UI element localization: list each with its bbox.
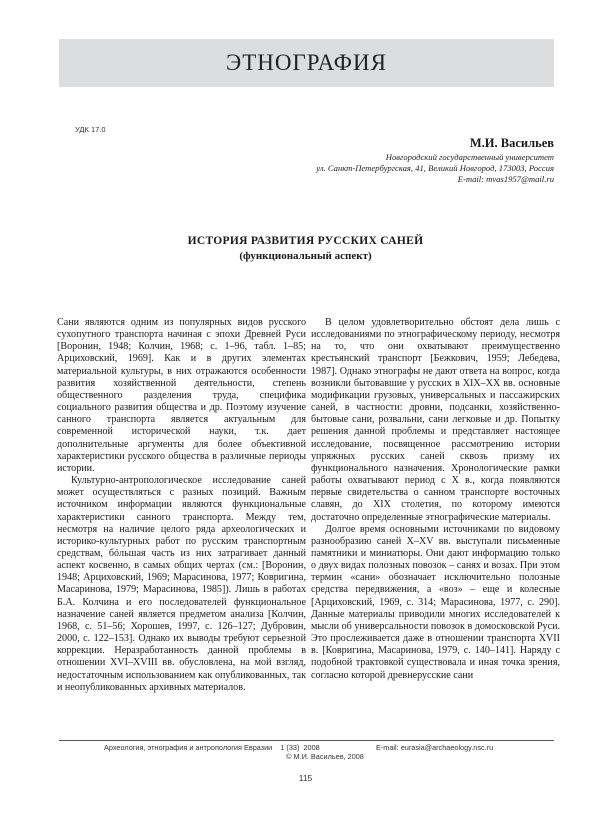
- article-title: ИСТОРИЯ РАЗВИТИЯ РУССКИХ САНЕЙ: [187, 235, 424, 247]
- paragraph: Культурно-антропологическое исследование саней может осуществляться с разных позиций. Важным источником информации являются функциональные характеристики санного транспорта. Между тем, несмотря на наличие целого ряда археологических и историко-культурных работ по русским транспортным средствам, бóльшая часть из них затрагивает данный аспект косвенно, в самых общих чертах (см.: [Воронин, 1948; Арциховский, 1969; Марасинова, 1977; Ковригина, Масаринова, 1979; Марасинова, 1985]). Лишь в работах Б.А. Колчина и его последователей функциональное назначение саней является предметом анализа [Колчин, 1968, с. 51–56; Хорошев, 1997, с. 126–127; Дубровин, 2000, с. 122–153]. Однако их выводы требуют серьезной коррекции. Неразработанность данной проблемы в отношении XVI–XVIII вв. обусловлена, на мой взгляд, недостаточным использованием как опубликованных, так и неопубликованных архивных материалов.: [57, 475, 306, 693]
- section-banner: [59, 39, 554, 87]
- article-subtitle: (функциональный аспект): [239, 250, 372, 262]
- page-number: 115: [298, 773, 313, 783]
- paragraph: В целом удовлетворительно обстоят дела лишь с исследованиями по этнографическому периоду, несмотря на то, что они охватывают преимущественно крестьянский транспорт [Бежкович, 1959; Лебедева, 1987]. Однако этнографы не дают ответа на вопрос, когда возникли бытовавшие у русских в XIX–XX вв. основные модификации грузовых, универсальных и пассажирских саней, в частности: дровни, подсанки, хозяйственно-бытовые сани, розвальни, сани легковые и др. Попытку решения данной проблемы и представляет настоящее исследование, посвященное рассмотрению истории упряжных русских саней сквозь призму их функционального назначения. Хронологические рамки работы охватывают период с X в., когда появляются первые свидетельства о санном транспорте восточных славян, до XIX столетия, по которому имеются достаточно определенные этнографические материалы.: [311, 317, 560, 523]
- udk-code: УДК 17.0: [75, 125, 106, 134]
- section-title: ЭТНОГРАФИЯ: [226, 50, 387, 75]
- author-email[interactable]: E-mail: mvas1957@mail.ru: [457, 174, 554, 184]
- paragraph: Сани являются одним из популярных видов русского сухопутного транспорта начиная с эпохи Древней Руси [Воронин, 1948; Колчин, 1968; с. 1–96, табл. 1–85; Арциховский, 1969]. Как и в других элементах материальной культуры, в них отражаются особенности развития хозяйственной деятельности, степень общественного разделения труда, специфика социального развития общества и др. Поэтому изучение санного транспорта является актуальным для современной исторической науки, т.к. дает дополнительные аргументы для более объективной характеристики русского общества в различные периоды истории.: [57, 317, 306, 474]
- journal-email[interactable]: E-mail: eurasia@archaeology.nsc.ru: [376, 743, 494, 752]
- author-name: М.И. Васильев: [469, 136, 554, 150]
- footer-divider: [59, 740, 554, 741]
- article-title-block: [0, 233, 611, 264]
- paragraph: Долгое время основными источниками по видовому разнообразию саней X–XV вв. выступали письменные памятники и миниатюры. Они дают информацию только о двух видах полозных повозок – санях и возах. При этом термин «сани» обозначает исключительно полозные средства передвижения, а «воз» – еще и колесные [Арциховский, 1969, с. 314; Марасинова, 1977, с. 290]. Данные материалы приводили многих исследователей к мысли об универсальности повозок в домосковской Руси. Это прослеживается даже в отношении транспорта XVII в. [Ковригина, Масаринова, 1979, с. 140–141]. Наряду с подобной трактовкой существовала и иная точка зрения, согласно которой древнерусские сани: [311, 523, 560, 681]
- author-block: [316, 136, 554, 185]
- author-affiliation: Новгородский государственный университет: [385, 152, 554, 162]
- author-address: ул. Санкт-Петербургская, 41, Великий Новгород, 173003, Россия: [316, 163, 554, 173]
- journal-citation: Археология, этнография и антропология Евразии 1 (33) 2008: [104, 743, 320, 752]
- body-right-column: [311, 317, 560, 682]
- copyright-notice: © М.И. Васильев, 2008: [286, 752, 364, 761]
- body-left-column: [57, 317, 306, 694]
